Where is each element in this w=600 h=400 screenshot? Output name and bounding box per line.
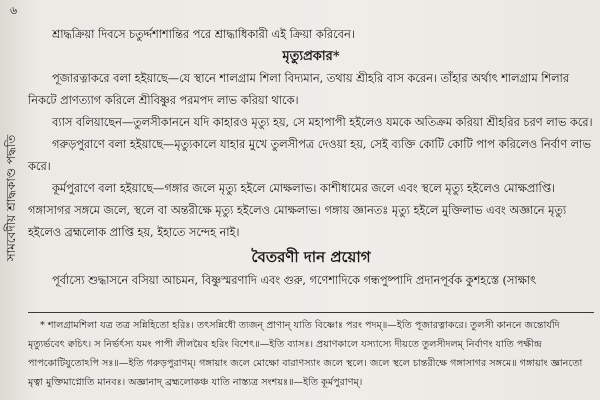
paragraph: ব্যাস বলিয়াছেন—তুলসীকাননে যদি কাহারও মৃত্যু হয়, সে মহাপাপী হইলেও যমকে অতিক্রম করিয়া শ্রীহরির চরণ লাভ করে। [52, 116, 593, 129]
section2-line: পূর্বাস্যে শুদ্ধাসনে বসিয়া আচমন, বিষ্ণুস্মরণাদি এবং গুরু, গণেশাদিকে গন্ধপুষ্পাদি প্রদানপূর্বক কুশহস্তে (সাক্ষাৎ [52, 274, 537, 287]
footnote: * শালগ্রামশিলা যত্র তত্র সন্নিহিতো হরিঃ। তৎসন্নিধৌ ত্যজন্ প্রাণান্ যাতি বিষ্ণোঃ পরং পদম্॥—ইতি পূজারত্নাকরে। তুলসী কাননে জন্তোর্যদি মৃত্যুর্ভবেৎ ক্বচিৎ। স নির্ভর্ৎস্য যমং পাপী লীলয়ৈব হরিং বিশেৎ॥—ইতি ব্যাসঃ। প্রয়াণকালে যস্যাস্যে দীয়তে তুলসীদলম্ নির্বাণং যাতি পক্ষীন্দ্র পাপকোটিযুতোঽপি সঃ॥—ইতি গরুড়পুরাণম্। গঙ্গায়াং জলে মোক্ষো বারাণস্যাং জলে স্থলে। জলে স্থলে চান্তরীক্ষে গঙ্গাসাগর সঙ্গমে॥ গঙ্গায়াং জ্ঞানতো মৃত্বা মুক্তিমাপ্নোতি মানবঃ। অজ্ঞানাদ্ ব্রহ্মলোকঞ্চ যাতি নাস্ত্যত্র সংশয়ঃ॥—ইতি কূর্মপুরাণম্। [28, 320, 583, 388]
main-text [28, 24, 594, 292]
paragraph: পূজারত্নাকরে বলা হইয়াছে—যে স্থানে শালগ্রাম শিলা বিদ্যমান, তথায় শ্রীহরি বাস করেন। তাঁহার অর্থাৎ শালগ্রাম শিলার নিকটে প্রাণত্যাগ করিলে শ্রীবিষ্ণুর পরমপদ লাভ করিয়া থাকে। [28, 72, 570, 107]
page-number: ৬ [10, 4, 18, 17]
side-header-text: সামবেদীয় শ্রাদ্ধকাণ্ড পদ্ধতি [4, 134, 19, 261]
section-title: মৃত্যুপ্রকার* [282, 49, 340, 64]
paragraph: কূর্মপুরাণে বলা হইয়াছে—গঙ্গার জলে মৃত্যু হইলে মোক্ষলাভ। কাশীধামের জলে এবং স্থলে মৃত্যু হইলেও মোক্ষপ্রাপ্তি। গঙ্গাসাগর সঙ্গমে জলে, স্থলে বা অন্তরীক্ষে মৃত্যু হইলেও মোক্ষলাভ। গঙ্গায় জ্ঞানতঃ মৃত্যু হইলে মুক্তিলাভ এবং অজ্ঞানে মৃত্যু হইলেও ব্রহ্মলোক প্রাপ্তি হয়, ইহাতে সন্দেহ নাই। [28, 182, 567, 239]
section2-title: বৈতরণী দান প্রয়োগ [251, 248, 371, 266]
paragraph: গরুড়পুরাণে বলা হইয়াছে—মৃত্যুকালে যাহার মুখে তুলসীপত্র দেওয়া হয়, সেই ব্যক্তি কোটি কোটি পাপ করিলেও নির্বাণ লাভ করে। [28, 138, 591, 173]
footnote-divider [28, 312, 594, 313]
side-running-header [4, 90, 22, 305]
intro-line: শ্রাদ্ধক্রিয়া দিবসে চতুর্দ্দশাশান্তির পরে শ্রাদ্ধাধিকারী এই ক্রিয়া করিবেন। [52, 28, 355, 41]
